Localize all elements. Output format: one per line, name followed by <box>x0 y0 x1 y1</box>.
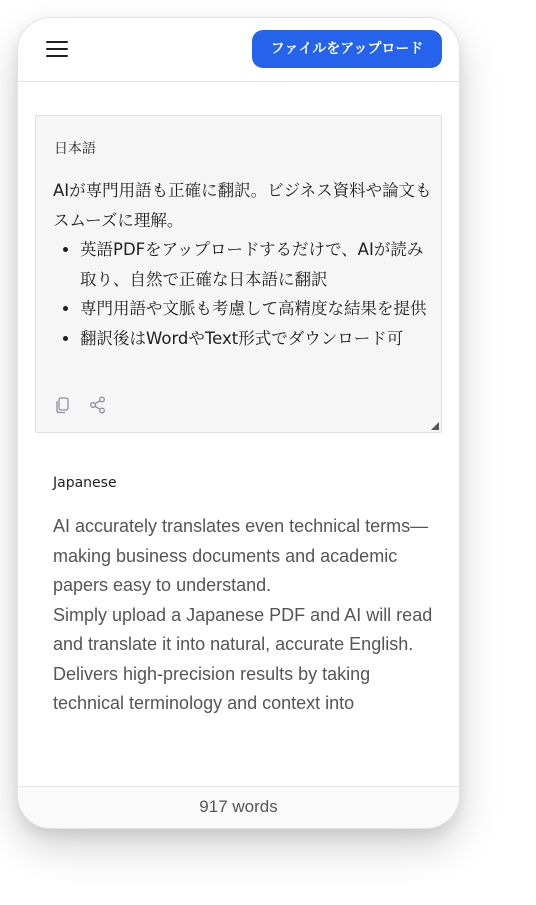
source-bullet: • 翻訳後はWordやText形式でダウンロード可 <box>80 324 437 354</box>
bottom-status-bar <box>18 786 459 829</box>
source-language-label: 日本語 <box>54 141 96 157</box>
top-bar <box>18 18 459 82</box>
source-intro: AIが専門用語も正確に翻訳。ビジネス資料や論文もスムーズに理解。 <box>53 181 432 230</box>
translated-paragraph: Simply upload a Japanese PDF and AI will read and translate it into natural, accurate English. <box>53 604 433 654</box>
translated-paragraph: AI accurately translates even technical terms—making business documents and academic papers easy to understand. <box>53 516 429 595</box>
source-bullet: • 英語PDFをアップロードするだけで、AIが読み取り、自然で正確な日本語に翻訳 <box>80 235 437 294</box>
translated-paragraph: Delivers high-precision results by taking technical terminology and context into <box>53 663 371 713</box>
upload-file-button[interactable]: ファイルをアップロード <box>252 30 442 68</box>
share-icon[interactable] <box>88 395 108 415</box>
source-bullet-list <box>53 235 437 353</box>
copy-icon[interactable] <box>53 395 73 415</box>
target-language-label: Japanese <box>53 475 117 491</box>
translated-text-content <box>53 512 443 719</box>
word-count: 917 words <box>199 797 278 816</box>
source-text-panel[interactable] <box>35 115 442 433</box>
resize-handle[interactable] <box>431 422 439 430</box>
source-text-content <box>53 176 437 353</box>
hamburger-menu-icon[interactable] <box>43 38 71 60</box>
translator-app-window <box>17 17 460 829</box>
source-bullet: • 専門用語や文脈も考慮して高精度な結果を提供 <box>80 294 437 324</box>
